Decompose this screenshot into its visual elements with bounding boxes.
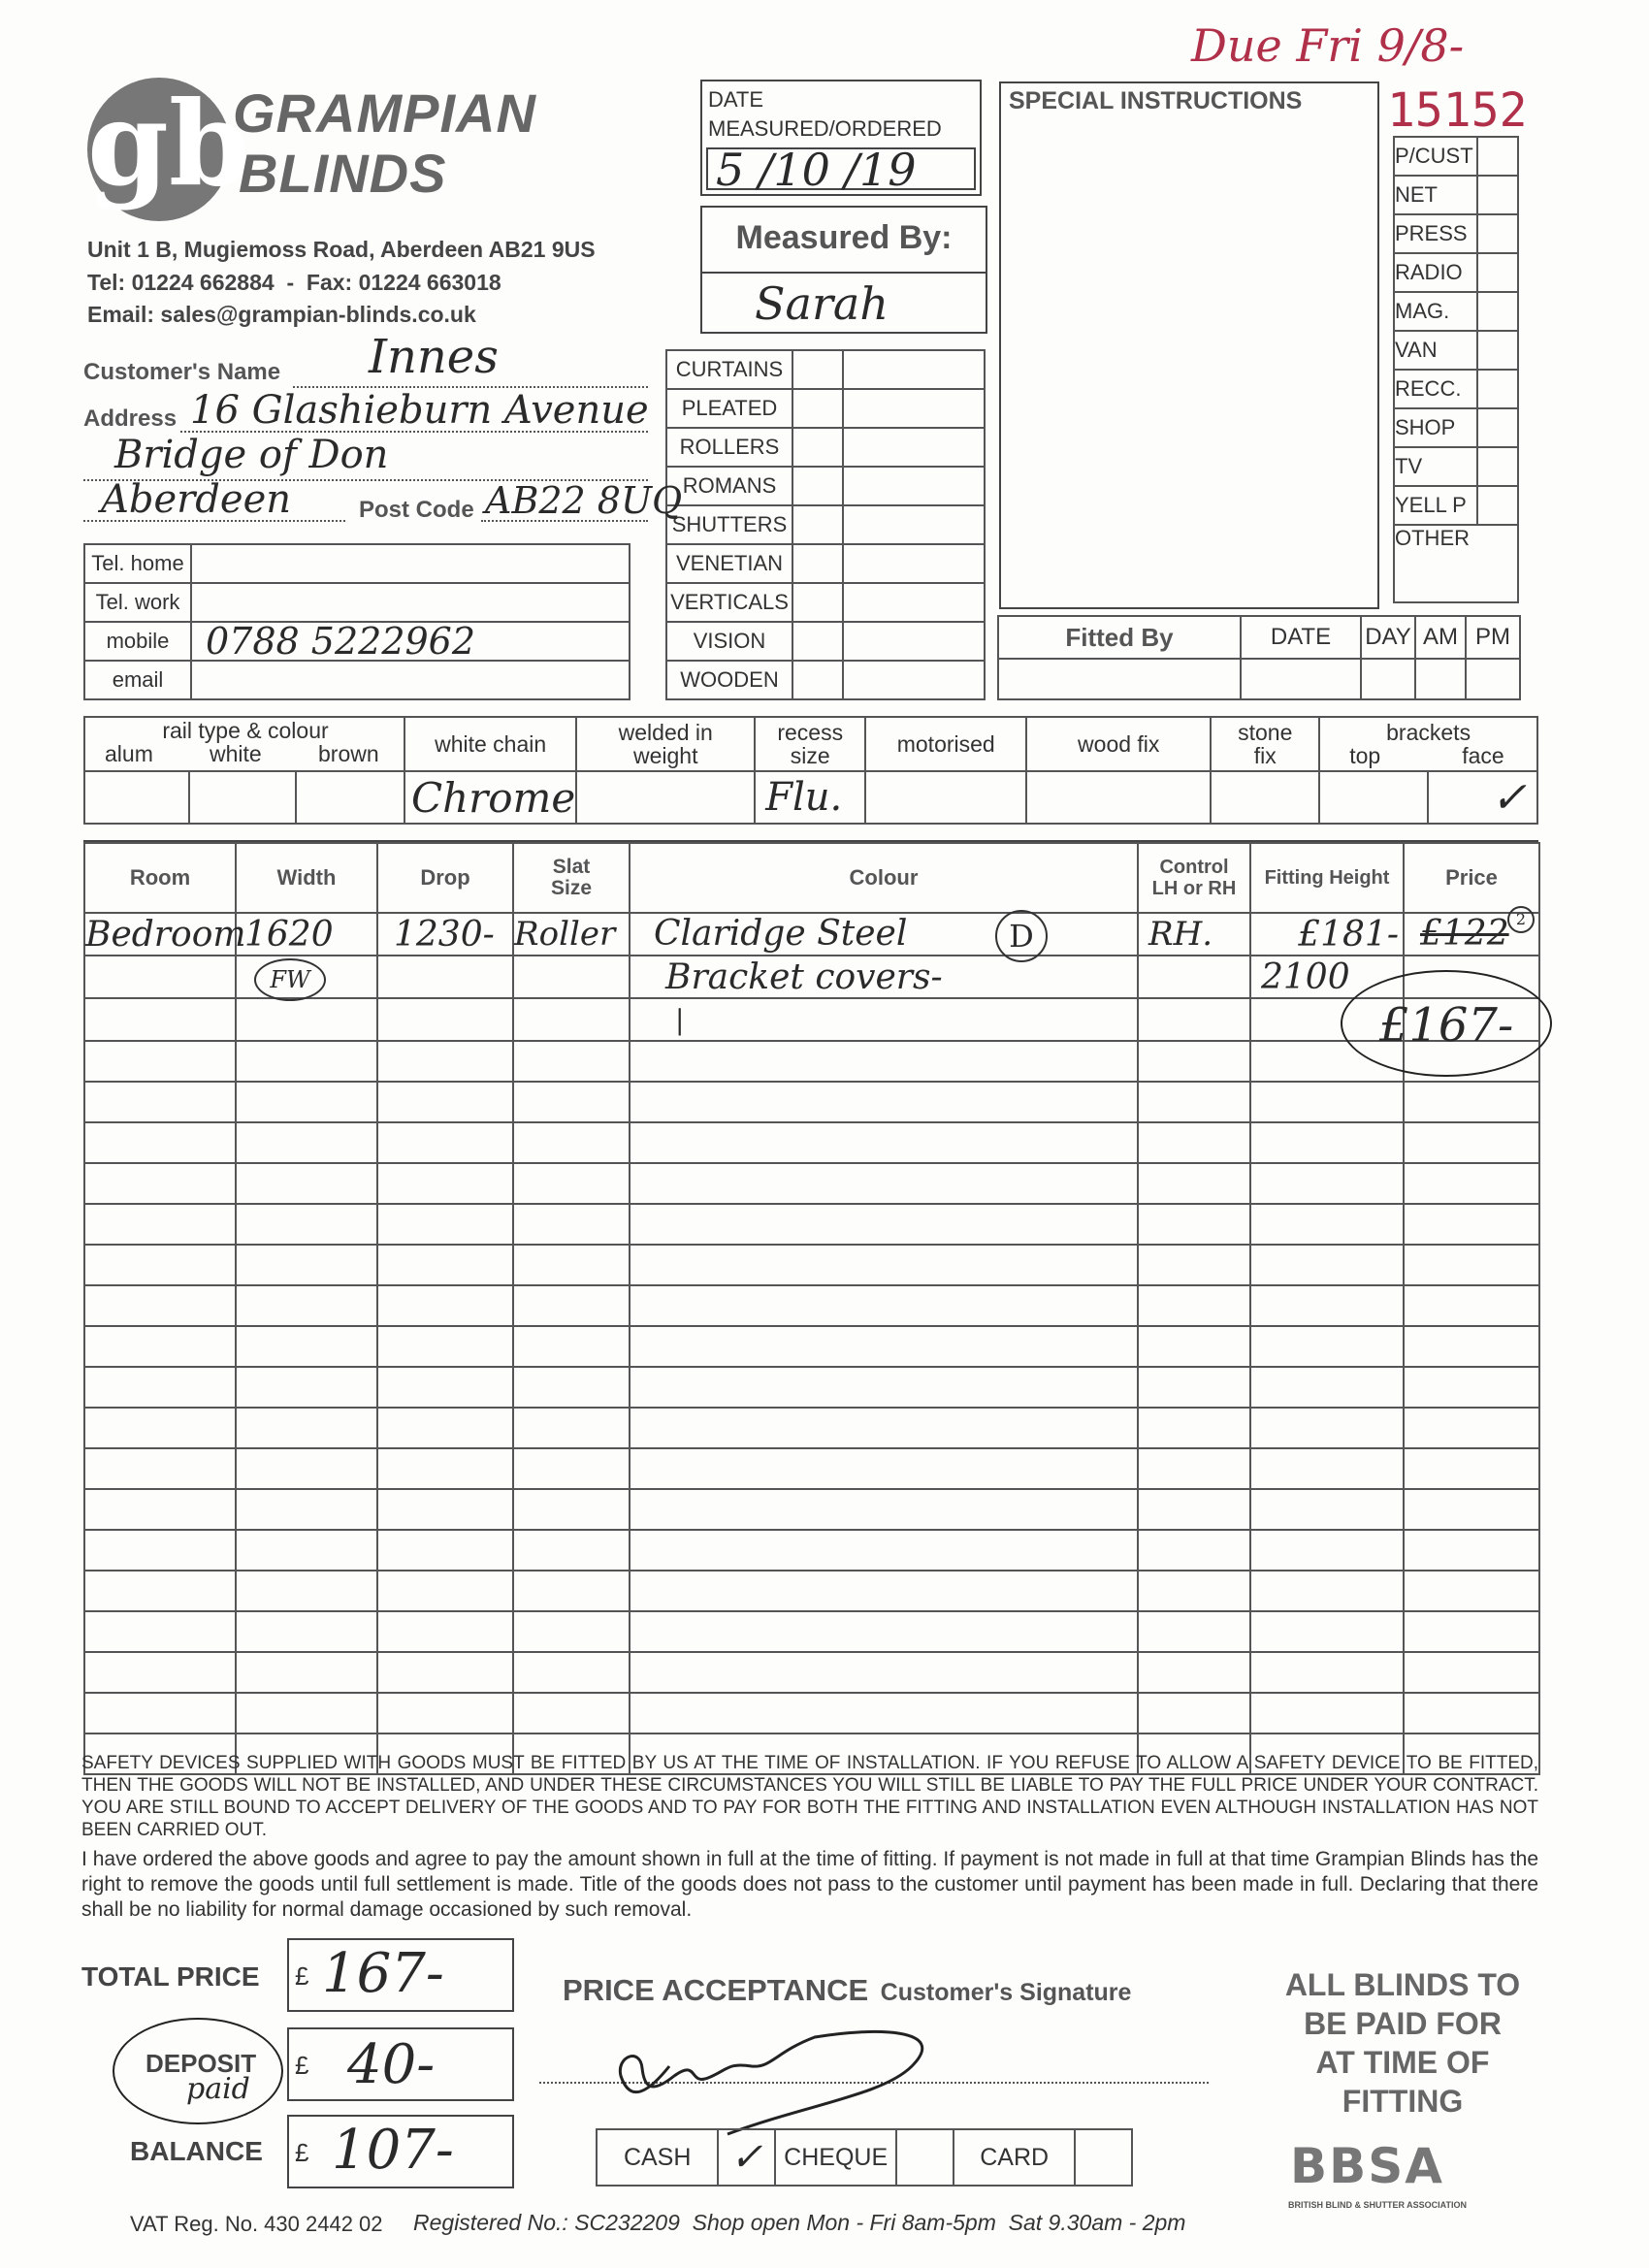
table-row [84,1245,1539,1285]
payment-notice-line2: BE PAID FOR [1304,2006,1502,2041]
source-label: PRESS [1394,214,1477,253]
fitted-by-label: Fitted By [998,616,1241,659]
special-instructions-label: SPECIAL INSTRUCTIONS [1009,87,1303,114]
source-checkbox[interactable] [1477,137,1518,176]
customer-name-value[interactable]: Innes [369,330,499,384]
white-chain-field[interactable]: Chrome [404,771,576,824]
company-address: Unit 1 B, Mugiemoss Road, Aberdeen AB21 9US [87,237,596,262]
col-control-header [1138,843,1250,913]
fitted-am-field[interactable] [1415,659,1466,699]
fitted-am-label: AM [1415,616,1466,659]
row1-drop[interactable]: 1230- [377,913,513,956]
brackets-face-label: face [1462,743,1504,768]
product-notes[interactable] [843,428,985,467]
table-row [84,1571,1539,1611]
bbsa-caption: BRITISH BLIND & SHUTTER ASSOCIATION [1288,2200,1467,2210]
order-table [83,842,1540,1775]
control-header-line1: Control [1159,857,1229,878]
payment-method-table [596,2128,1133,2187]
recess-size-header [755,717,865,771]
source-checklist [1393,136,1519,603]
fitted-date-label: DATE [1241,616,1361,659]
payment-notice-line4: FITTING [1342,2084,1464,2119]
welded-label-line2: weight [632,743,698,768]
row1-control[interactable]: RH. [1138,913,1250,956]
product-label: ROLLERS [666,428,792,467]
customer-name-label: Customer's Name [83,359,281,385]
row2-drop[interactable] [377,956,513,998]
source-checkbox[interactable] [1477,176,1518,214]
col-room-header: Room [84,843,236,913]
product-checkbox[interactable] [792,661,843,699]
product-checkbox[interactable] [792,350,843,389]
recess-label-line2: size [790,743,830,768]
deposit-note: paid [186,2072,250,2106]
table-row [84,1163,1539,1204]
product-label: SHUTTERS [666,505,792,544]
balance-box[interactable] [287,2115,514,2188]
row1-width[interactable]: 1620 [236,913,377,956]
fitted-day-label: DAY [1361,616,1415,659]
product-notes[interactable] [843,661,985,699]
total-price-box[interactable] [287,1938,514,2012]
product-label: ROMANS [666,467,792,505]
source-checkbox[interactable] [1477,253,1518,292]
source-checkbox[interactable] [1477,370,1518,408]
postcode-value[interactable]: AB22 8UQ [485,479,683,522]
product-notes[interactable] [843,389,985,428]
deposit-value: 40- [347,2033,436,2096]
address-line3[interactable]: Aberdeen [101,477,291,522]
row2-room[interactable] [84,956,236,998]
row2-slat[interactable] [513,956,630,998]
product-label: CURTAINS [666,350,792,389]
stone-label-line2: fix [1253,743,1277,768]
total-price-label: TOTAL PRICE [81,1961,260,1992]
customer-signature [582,1998,989,2144]
card-checkbox[interactable] [1075,2129,1132,2186]
row3-width[interactable] [236,998,377,1041]
fitted-day-field[interactable] [1361,659,1415,699]
col-slat-header [513,843,630,913]
white-chain-label: white chain [404,717,576,771]
product-checkbox[interactable] [792,583,843,622]
table-row [84,1082,1539,1122]
col-width-header: Width [236,843,377,913]
wood-fix-label: wood fix [1026,717,1211,771]
slat-header-line2: Size [550,877,593,899]
rail-type-label: rail type & colour [162,718,329,743]
row3-control[interactable] [1138,998,1250,1041]
product-checkbox[interactable] [792,389,843,428]
product-label: VERTICALS [666,583,792,622]
table-row [84,1367,1539,1408]
phone-table [83,543,630,700]
product-notes[interactable] [843,583,985,622]
phone-label: email [84,661,191,699]
date-value-box [706,144,976,196]
measured-by-label: Measured By: [735,219,953,256]
product-label: VENETIAN [666,544,792,583]
product-notes[interactable] [843,467,985,505]
row1-colour: Claridge Steel [654,914,908,954]
date-ordered-box [700,80,982,196]
source-label: MAG. [1394,292,1477,331]
row3-room[interactable] [84,998,236,1041]
phone-value[interactable] [191,583,630,622]
company-name-line1: GRAMPIAN [233,82,536,144]
phone-label: Tel. home [84,544,191,583]
recess-label-line1: recess [777,720,844,745]
product-checkbox[interactable] [792,428,843,467]
phone-value[interactable] [191,544,630,583]
row2-fitting-height[interactable]: 2100 [1250,956,1404,998]
wood-fix-field[interactable] [1026,771,1211,824]
row2-width-mark: FW [254,958,326,1001]
control-header-line2: LH or RH [1151,878,1237,899]
payment-notice-line3: AT TIME OF [1315,2045,1490,2080]
total-price-value: 167- [322,1942,444,2005]
safety-terms: SAFETY DEVICES SUPPLIED WITH GOODS MUST BE FITTED BY US AT THE TIME OF INSTALLATION. IF YOU REFUSE TO ALLOW A SAFETY DEVICE TO BE FITTED, THEN THE GOODS WILL NOT BE INSTALLED, AND UNDER THESE CIRCUMSTANCES YOU WILL STILL BE LIABLE TO PAY THE FULL PRICE UNDER YOUR CONTRACT. YOU ARE STILL BOUND TO ACCEPT DELIVERY OF THE GOODS AND TO PAY FOR BOTH THE FITTING AND INSTALLATION EVEN ALTHOUGH INSTALLATION HAS NOT BEEN CARRIED OUT. [81,1753,1538,1840]
table-row [84,1611,1539,1652]
table-row [84,1041,1539,1082]
rail-brown-label: brown [318,741,379,766]
phone-value[interactable]: 0788 5222962 [191,622,630,661]
company-name-line2: BLINDS [239,143,447,204]
payment-notice-line1: ALL BLINDS TO [1284,1967,1521,2002]
table-row [84,1408,1539,1448]
postcode-label: Post Code [359,497,474,523]
motorised-label: motorised [865,717,1026,771]
total-currency: £ [295,1961,309,1991]
welded-label-line1: welded in [618,720,713,745]
row2-colour[interactable]: Bracket covers- [630,956,1138,998]
price-acceptance-label: PRICE ACCEPTANCE [563,1973,869,2007]
brackets-header [1319,717,1537,771]
rail-alum-field[interactable] [84,771,189,824]
row1-price-struck: £122 [1420,914,1509,954]
deposit-label: DEPOSIT [146,2049,257,2078]
rail-type-header [84,717,404,771]
stone-label-line1: stone [1238,720,1293,745]
address-label: Address [83,405,178,432]
table-row [84,1530,1539,1571]
product-label: VISION [666,622,792,661]
row1-colour-cell[interactable] [630,913,1138,956]
row3-drop[interactable] [377,998,513,1041]
source-checkbox[interactable] [1477,486,1518,525]
col-colour-header: Colour [630,843,1138,913]
table-row [84,1122,1539,1163]
table-row [84,1489,1539,1530]
balance-value: 107- [332,2119,454,2182]
bbsa-logo: BBSA [1290,2138,1444,2194]
row1-price-cell[interactable] [1404,910,1539,956]
company-phone: Tel: 01224 662884 - Fax: 01224 663018 [87,270,501,295]
col-fitting-height-header: Fitting Height [1250,843,1404,913]
source-label: TV [1394,447,1477,486]
motorised-field[interactable] [865,771,1026,824]
stone-fix-field[interactable] [1211,771,1319,824]
address-line2[interactable]: Bridge of Don [114,433,389,477]
phone-label: Tel. work [84,583,191,622]
card-label: CARD [954,2129,1075,2186]
col-drop-header: Drop [377,843,513,913]
registered-info: Registered No.: SC232209 Shop open Mon - Fri 8am-5pm Sat 9.30am - 2pm [413,2210,1186,2235]
source-label: OTHER [1394,525,1518,602]
cash-label: CASH [597,2129,718,2186]
brackets-top-field[interactable] [1319,771,1428,824]
product-label: PLEATED [666,389,792,428]
stone-fix-header [1211,717,1319,771]
due-date-note: Due Fri 9/8- [1191,19,1465,72]
product-notes[interactable] [843,622,985,661]
product-checkbox[interactable] [792,467,843,505]
payment-notice [1247,1965,1558,2121]
brackets-label: brackets [1386,720,1471,745]
rail-white-label: white [210,741,262,766]
source-checkbox[interactable] [1477,408,1518,447]
table-row [84,1652,1539,1693]
special-instructions-box [999,81,1379,609]
source-checkbox[interactable] [1477,447,1518,486]
table-row [84,1326,1539,1367]
source-checkbox[interactable] [1477,292,1518,331]
row1-colour-mark: D [995,910,1048,962]
brackets-face-field[interactable]: ✓ [1428,771,1537,824]
table-row [84,998,1539,1041]
source-checkbox[interactable] [1477,331,1518,370]
order-number: 15152 [1387,83,1528,138]
customer-signature-label: Customer's Signature [880,1979,1132,2006]
source-label: RECC. [1394,370,1477,408]
deposit-box[interactable] [287,2027,514,2101]
row3-colour[interactable]: | [630,998,1138,1041]
product-checkbox[interactable] [792,505,843,544]
phone-label: mobile [84,622,191,661]
source-label: NET [1394,176,1477,214]
row1-slat[interactable]: Roller [513,913,630,956]
final-price-circled: £167- [1341,970,1552,1077]
cheque-label: CHEQUE [775,2129,896,2186]
specs-table [83,716,1538,825]
rail-brown-field[interactable] [296,771,404,824]
recess-size-field[interactable]: Flu. [755,771,865,824]
cash-checkbox[interactable]: ✓ [718,2129,775,2186]
company-logo [87,76,250,221]
slat-header-line1: Slat [552,856,591,878]
source-label: P/CUST [1394,137,1477,176]
source-label: YELL P [1394,486,1477,525]
table-row [84,913,1539,956]
row2-width-cell[interactable] [236,956,377,998]
address-line1[interactable]: 16 Glashieburn Avenue [190,388,649,433]
source-label: RADIO [1394,253,1477,292]
product-checkbox[interactable] [792,544,843,583]
product-notes[interactable] [843,544,985,583]
product-checklist [665,349,986,700]
product-label: WOODEN [666,661,792,699]
company-email: Email: sales@grampian-blinds.co.uk [87,302,476,327]
fitted-by-field[interactable] [998,659,1241,699]
welded-weight-header [576,717,755,771]
col-price-header: Price [1404,843,1539,913]
source-label: VAN [1394,331,1477,370]
agreement-terms: I have ordered the above goods and agree to pay the amount shown in full at the time of fitting. If payment is not made in full at that time Grampian Blinds has the right to remove the goods until full settlement is made. Title of the goods does not pass to the customer until payment has been made in full. Declaring that there shall be no liability for normal damage occasioned by such removal. [81,1848,1538,1921]
fitted-date-field[interactable] [1241,659,1361,699]
phone-value[interactable] [191,661,630,699]
rail-alum-label: alum [105,741,153,766]
date-label-line2: MEASURED/ORDERED [708,116,942,141]
date-value: 5 /10 /19 [716,144,917,196]
measured-by-box [700,206,987,334]
date-label-line1: DATE [708,87,764,112]
row1-price-mark: 2 [1507,906,1535,933]
welded-weight-field[interactable] [576,771,755,824]
table-row [84,1204,1539,1245]
row2-control[interactable] [1138,956,1250,998]
table-row [84,1285,1539,1326]
measured-by-value: Sarah [755,277,889,330]
product-notes[interactable] [843,505,985,544]
row3-slat[interactable] [513,998,630,1041]
balance-label: BALANCE [130,2136,263,2166]
rail-white-field[interactable] [189,771,296,824]
source-checkbox[interactable] [1477,214,1518,253]
source-label: SHOP [1394,408,1477,447]
fitted-pm-field[interactable] [1466,659,1520,699]
product-checkbox[interactable] [792,622,843,661]
table-row [84,1693,1539,1733]
table-row [84,1448,1539,1489]
table-row [84,956,1539,998]
fitted-by-table [997,615,1521,700]
row1-fitting-height[interactable]: £181- [1250,913,1404,956]
fitted-pm-label: PM [1466,616,1520,659]
deposit-currency: £ [295,2051,309,2080]
brackets-top-label: top [1349,743,1381,768]
cheque-checkbox[interactable] [896,2129,954,2186]
balance-currency: £ [295,2138,309,2167]
row1-room[interactable]: Bedroom [85,914,246,955]
vat-number: VAT Reg. No. 430 2442 02 [130,2212,383,2236]
logo-letters: gb [87,76,250,212]
product-notes[interactable] [843,350,985,389]
